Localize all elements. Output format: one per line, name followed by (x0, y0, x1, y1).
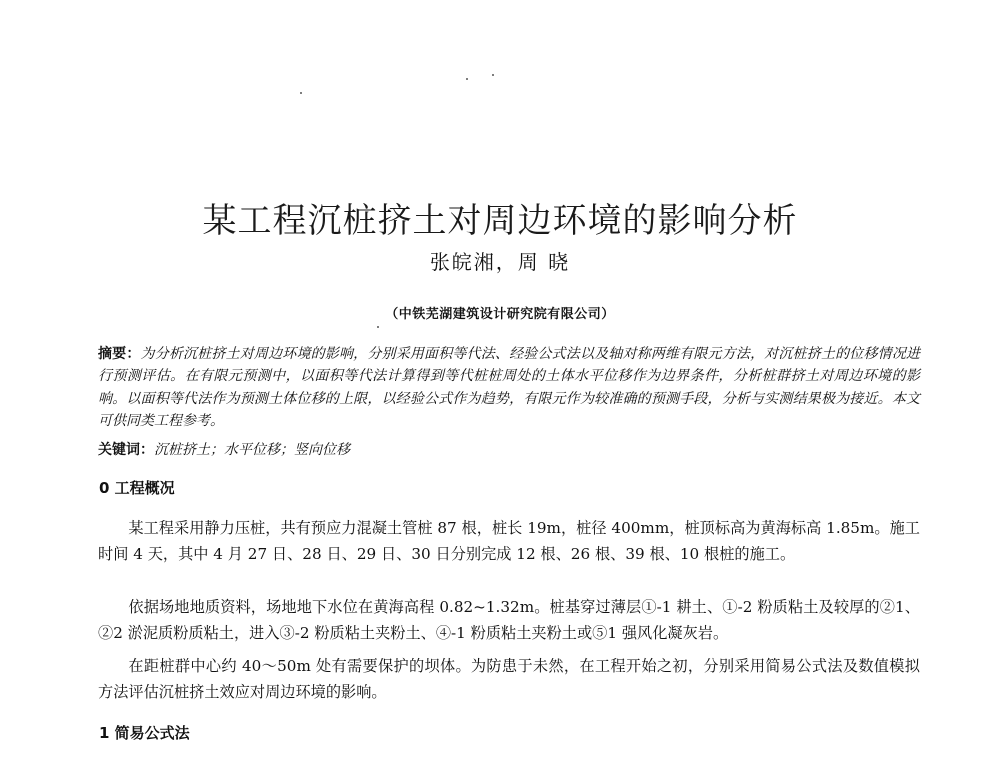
scan-speck (300, 92, 302, 94)
scan-speck (377, 326, 379, 328)
abstract (98, 343, 920, 433)
paper-authors: 张皖湘，周 晓 (429, 250, 571, 274)
body-paragraph-1 (98, 515, 920, 567)
paper-title: 某工程沉桩挤土对周边环境的影响分析 (202, 200, 798, 241)
scan-speck (492, 74, 494, 76)
paragraph-text: 在距桩群中心约 40～50m 处有需要保护的坝体。为防患于未然，在工程开始之初，分别采用简易公式法及数值模拟方法评估沉桩挤土效应对周边环境的影响。 (98, 657, 920, 701)
scan-speck (466, 78, 468, 80)
keywords-text: 沉桩挤土；水平位移；竖向位移 (154, 442, 350, 458)
keywords-label: 关键词： (98, 442, 154, 458)
body-paragraph-3 (98, 653, 920, 705)
section-heading-1: 1 简易公式法 (99, 724, 190, 742)
paper-affiliation: （中铁芜湖建筑设计研究院有限公司） (385, 307, 615, 322)
paragraph-text: 某工程采用静力压桩，共有预应力混凝土管桩 87 根，桩长 19m，桩径 400mm，桩顶标高为黄海标高 1.85m。施工时间 4 天，其中 4 月 27 日、28 日、29 日、30 日分别完成 12 根、26 根、39 根、10 根桩的施工。 (98, 519, 920, 563)
abstract-label: 摘要： (98, 346, 141, 362)
section-heading-0: 0 工程概况 (99, 479, 175, 497)
paragraph-text: 依据场地地质资料，场地地下水位在黄海高程 0.82~1.32m。桩基穿过薄层①-1 耕土、①-2 粉质粘土及较厚的②1、②2 淤泥质粉质粘土，进入③-2 粉质粘土夹粉土、④-1 粉质粘土夹粉土或⑤1 强风化凝灰岩。 (98, 598, 920, 642)
body-paragraph-2 (98, 594, 920, 646)
keywords (98, 439, 920, 459)
abstract-text: 为分析沉桩挤土对周边环境的影响，分别采用面积等代法、经验公式法以及轴对称两维有限元方法，对沉桩挤土的位移情况进行预测评估。在有限元预测中，以面积等代法计算得到等代桩桩周处的土体水平位移作为边界条件，分析桩群挤土对周边环境的影响。以面积等代法作为预测土体位移的上限，以经验公式作为趋势，有限元作为较准确的预测手段，分析与实测结果极为接近。本文可供同类工程参考。 (98, 346, 921, 430)
